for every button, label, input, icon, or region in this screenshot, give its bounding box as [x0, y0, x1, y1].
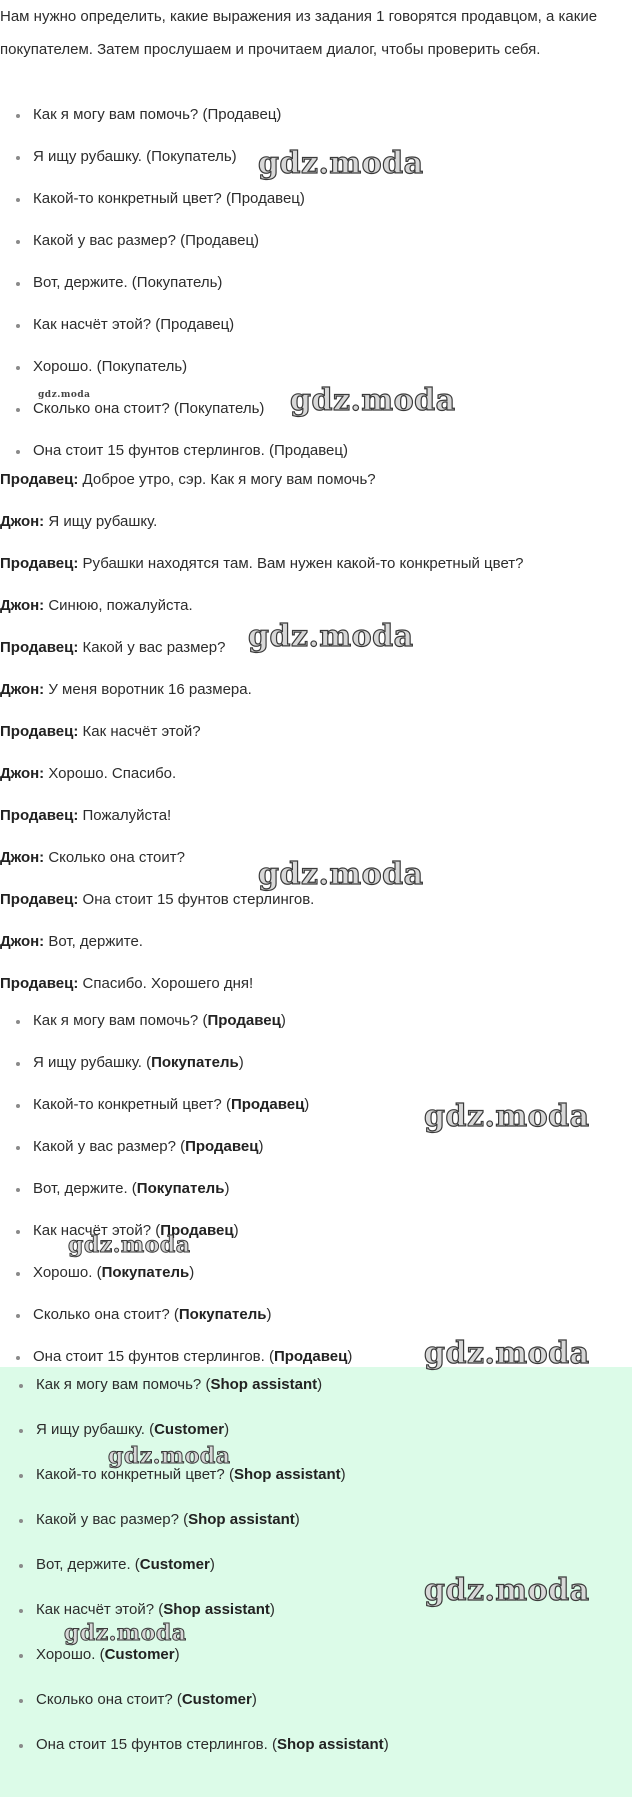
intro-paragraph: Нам нужно определить, какие выражения из задания 1 говорятся продавцом, а какие покупателем. Затем прослушаем и прочитаем диалог, чтобы проверить себя. — [0, 8, 598, 58]
dialog-text: Доброе утро, сэр. Как я могу вам помочь? — [78, 471, 376, 488]
item-close: ) — [269, 1601, 275, 1618]
item-text: Она стоит 15 фунтов стерлингов. ( — [33, 1348, 274, 1365]
list-item: Она стоит 15 фунтов стерлингов. (Продавец) — [0, 441, 632, 483]
list-item — [0, 1420, 632, 1465]
item-text: Какой-то конкретный цвет? ( — [36, 1466, 234, 1483]
list-item: Как я могу вам помочь? (Продавец) — [0, 105, 632, 147]
item-text: Вот, держите. ( — [36, 1556, 140, 1573]
dialog-text: Она стоит 15 фунтов стерлингов. — [78, 891, 315, 908]
watermark-logo: gdz.moda — [258, 146, 424, 181]
item-close: ) — [294, 1511, 300, 1528]
role-label: Customer — [154, 1421, 225, 1438]
dialog-line — [0, 890, 632, 932]
dialog-text: Сколько она стоит? — [44, 849, 185, 866]
item-close: ) — [280, 1012, 286, 1029]
speaker-name: Джон: — [0, 597, 45, 614]
list-item — [0, 1305, 632, 1347]
watermark-logo: gdz.moda — [424, 1336, 590, 1371]
item-text: Хорошо. ( — [33, 1264, 102, 1281]
item-text: Как насчёт этой? ( — [33, 1222, 161, 1239]
item-text: Как я могу вам помочь? ( — [33, 1012, 208, 1029]
role-label: Shop assistant — [210, 1376, 318, 1393]
role-label: Продавец — [207, 1012, 281, 1029]
list-item — [0, 1465, 632, 1510]
dialog-line — [0, 554, 632, 596]
item-close: ) — [238, 1054, 244, 1071]
speaker-name: Продавец: — [0, 555, 79, 572]
list-item: Вот, держите. (Покупатель) — [0, 273, 632, 315]
roles-list-ru-bold — [0, 1011, 632, 1389]
speaker-name: Джон: — [0, 933, 45, 950]
watermark-logo: gdz.moda — [64, 1620, 187, 1646]
item-close: ) — [347, 1348, 353, 1365]
dialog-text: Хорошо. Спасибо. — [44, 765, 177, 782]
role-label: Shop assistant — [233, 1466, 341, 1483]
watermark-logo: gdz.moda — [108, 1443, 231, 1469]
speaker-name: Джон: — [0, 765, 45, 782]
item-text: Вот, держите. ( — [33, 1180, 137, 1197]
dialog-text: У меня воротник 16 размера. — [44, 681, 252, 698]
role-label: Покупатель — [136, 1180, 225, 1197]
list-item: Я ищу рубашку. (Покупатель) — [0, 147, 632, 189]
role-label: Продавец — [160, 1222, 234, 1239]
role-label: Покупатель — [178, 1306, 267, 1323]
item-text: Какой у вас размер? ( — [33, 1138, 186, 1155]
watermark-logo: gdz.moda — [424, 1099, 590, 1134]
item-text: Она стоит 15 фунтов стерлингов. ( — [36, 1736, 277, 1753]
list-item — [0, 1179, 632, 1221]
list-item — [0, 1221, 632, 1263]
item-text: Я ищу рубашку. ( — [36, 1421, 155, 1438]
dialog-line — [0, 470, 632, 512]
role-label: Customer — [139, 1556, 210, 1573]
watermark-logo: gdz.moda — [68, 1232, 191, 1258]
item-close: ) — [258, 1138, 264, 1155]
list-item — [0, 1510, 632, 1555]
dialog-transcript — [0, 470, 632, 1016]
dialog-line — [0, 512, 632, 554]
list-item — [0, 1053, 632, 1095]
speaker-name: Продавец: — [0, 891, 79, 908]
dialog-text: Пожалуйста! — [78, 807, 172, 824]
item-close: ) — [340, 1466, 346, 1483]
item-text: Сколько она стоит? ( — [33, 1306, 179, 1323]
watermark-logo: gdz.moda — [290, 383, 456, 418]
list-item — [0, 1095, 632, 1137]
item-text: Сколько она стоит? ( — [36, 1691, 182, 1708]
item-close: ) — [383, 1736, 389, 1753]
dialog-line — [0, 638, 632, 680]
list-item: Как насчёт этой? (Продавец) — [0, 315, 632, 357]
item-text: Как насчёт этой? ( — [36, 1601, 164, 1618]
speaker-name: Продавец: — [0, 807, 79, 824]
item-close: ) — [224, 1180, 230, 1197]
dialog-line — [0, 848, 632, 890]
watermark-logo: gdz.moda — [258, 857, 424, 892]
roles-list-ru-plain — [0, 105, 632, 483]
dialog-line — [0, 974, 632, 1016]
role-label: Shop assistant — [276, 1736, 384, 1753]
dialog-line — [0, 932, 632, 974]
list-item: Сколько она стоит? (Покупатель) — [0, 399, 632, 441]
item-text: Какой-то конкретный цвет? ( — [33, 1096, 231, 1113]
roles-list-en-highlighted — [0, 1367, 632, 1797]
role-label: Customer — [104, 1646, 175, 1663]
list-item — [0, 1690, 632, 1735]
role-label: Customer — [181, 1691, 252, 1708]
role-label: Shop assistant — [188, 1511, 295, 1528]
list-item — [0, 1011, 632, 1053]
dialog-line — [0, 764, 632, 806]
item-text: Как я могу вам помочь? ( — [36, 1376, 211, 1393]
dialog-line — [0, 806, 632, 848]
dialog-text: Спасибо. Хорошего дня! — [78, 975, 254, 992]
role-label: Продавец — [185, 1138, 259, 1155]
speaker-name: Продавец: — [0, 639, 79, 656]
role-label: Продавец — [230, 1096, 305, 1113]
list-item — [0, 1600, 632, 1645]
item-close: ) — [209, 1556, 215, 1573]
item-close: ) — [174, 1646, 180, 1663]
dialog-text: Рубашки находятся там. Вам нужен какой-то конкретный цвет? — [78, 555, 524, 572]
item-close: ) — [304, 1096, 310, 1113]
dialog-text: Синюю, пожалуйста. — [44, 597, 193, 614]
speaker-name: Продавец: — [0, 471, 79, 488]
item-text: Какой у вас размер? ( — [36, 1511, 189, 1528]
speaker-name: Джон: — [0, 513, 45, 530]
list-item: Какой у вас размер? (Продавец) — [0, 231, 632, 273]
dialog-text: Какой у вас размер? — [78, 639, 226, 656]
list-item — [0, 1735, 632, 1780]
speaker-name: Продавец: — [0, 975, 79, 992]
dialog-text: Я ищу рубашку. — [44, 513, 158, 530]
role-label: Покупатель — [101, 1264, 190, 1281]
role-label: Продавец — [273, 1348, 348, 1365]
role-label: Shop assistant — [163, 1601, 270, 1618]
dialog-text: Вот, держите. — [44, 933, 143, 950]
item-close: ) — [233, 1222, 239, 1239]
item-close: ) — [224, 1421, 230, 1438]
item-close: ) — [189, 1264, 195, 1281]
dialog-text: Как насчёт этой? — [78, 723, 201, 740]
item-close: ) — [251, 1691, 257, 1708]
list-item — [0, 1263, 632, 1305]
dialog-line — [0, 722, 632, 764]
role-label: Покупатель — [151, 1054, 239, 1071]
speaker-name: Джон: — [0, 849, 45, 866]
item-close: ) — [266, 1306, 272, 1323]
speaker-name: Джон: — [0, 681, 45, 698]
list-item — [0, 1555, 632, 1600]
item-close: ) — [317, 1376, 323, 1393]
list-item: Хорошо. (Покупатель) — [0, 357, 632, 399]
item-text: Я ищу рубашку. ( — [33, 1054, 152, 1071]
list-item — [0, 1137, 632, 1179]
list-item — [0, 1645, 632, 1690]
item-text: Хорошо. ( — [36, 1646, 105, 1663]
watermark-logo: gdz.moda — [248, 619, 414, 654]
watermark-logo: gdz.moda — [38, 390, 91, 400]
watermark-logo: gdz.moda — [424, 1573, 590, 1608]
dialog-line — [0, 596, 632, 638]
dialog-line — [0, 680, 632, 722]
list-item: Какой-то конкретный цвет? (Продавец) — [0, 189, 632, 231]
list-item — [0, 1375, 632, 1420]
speaker-name: Продавец: — [0, 723, 79, 740]
